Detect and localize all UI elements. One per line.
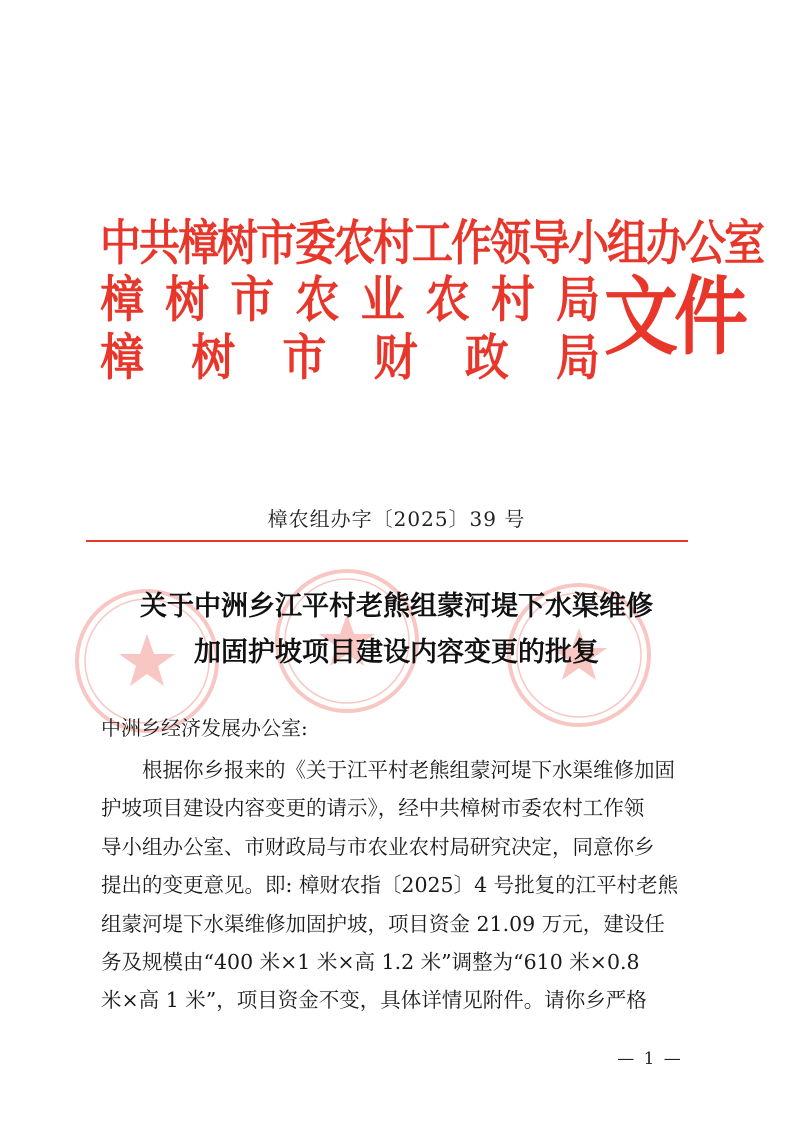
- body-line: 护坡项目建设内容变更的请示》，经中共樟树市委农村工作领: [101, 796, 645, 821]
- issuer-char: 市: [256, 214, 295, 272]
- issuer-char: 树: [217, 214, 256, 272]
- issuer-char: 小: [568, 214, 607, 272]
- body-line: 导小组办公室、市财政局与市农业农村局研究决定，同意你乡: [101, 834, 655, 859]
- issuer-char: 树: [191, 329, 236, 387]
- body-line: 根据你乡报来的《关于江平村老熊组蒙河堤下水渠维修加固: [142, 758, 675, 782]
- body-line: 务及规模由“400 米×1 米×高 1.2 米”调整为“610 米×0.8: [101, 950, 640, 975]
- issuer-char: 业: [360, 271, 405, 329]
- document-number: 樟农组办字〔2025〕39 号: [267, 507, 526, 531]
- recipient: 中洲乡经济发展办公室:: [101, 716, 308, 740]
- issuer-char: 村: [490, 271, 535, 329]
- document-word: 文件: [604, 268, 744, 368]
- issuer-char: 领: [490, 214, 529, 272]
- issuer-char: 树: [165, 271, 210, 329]
- issuer-char: 樟: [100, 271, 144, 329]
- issuer-char: 局: [555, 329, 600, 387]
- issuer-char: 室: [724, 214, 763, 272]
- issuer-char: 委: [295, 214, 334, 272]
- issuer-char: 农: [425, 271, 470, 329]
- issuer-char: 村: [373, 214, 412, 272]
- page-number: — 1 —: [617, 1049, 683, 1069]
- issuer-char: 市: [230, 271, 275, 329]
- issuer-char: 导: [529, 214, 568, 272]
- red-divider-line: [86, 540, 688, 542]
- issuer-line-2: [100, 269, 600, 334]
- body-line: 提出的变更意见。即: 樟财农指〔2025〕4 号批复的江平村老熊: [101, 873, 679, 898]
- issuer-char: 市: [282, 329, 327, 387]
- document-title: [60, 584, 733, 676]
- issuer-char: 农: [295, 271, 340, 329]
- issuer-char: 中: [100, 214, 139, 272]
- title-line-2: 加固护坡项目建设内容变更的批复: [194, 637, 599, 668]
- issuer-line-1: [100, 209, 763, 277]
- title-line-1: 关于中洲乡江平村老熊组蒙河堤下水渠维修: [140, 591, 653, 622]
- body-text: [101, 751, 691, 1020]
- issuer-char: 组: [607, 214, 646, 272]
- issuer-char: 办: [646, 214, 685, 272]
- issuer-char: 公: [685, 214, 724, 272]
- body-line: 组蒙河堤下水渠维修加固护坡，项目资金 21.09 万元，建设任: [101, 911, 665, 936]
- issuer-char: 共: [139, 214, 178, 272]
- issuer-char: 樟: [178, 214, 217, 272]
- issuer-line-3: [100, 327, 600, 392]
- issuer-char: 樟: [100, 329, 144, 387]
- issuer-char: 作: [451, 214, 490, 272]
- issuer-char: 工: [412, 214, 451, 272]
- issuer-char: 局: [555, 271, 600, 329]
- issuer-char: 农: [334, 214, 373, 272]
- body-line: 米×高 1 米”，项目资金不变，具体详情见附件。请你乡严格: [101, 988, 647, 1013]
- issuer-char: 财: [373, 329, 418, 387]
- issuer-char: 政: [464, 329, 509, 387]
